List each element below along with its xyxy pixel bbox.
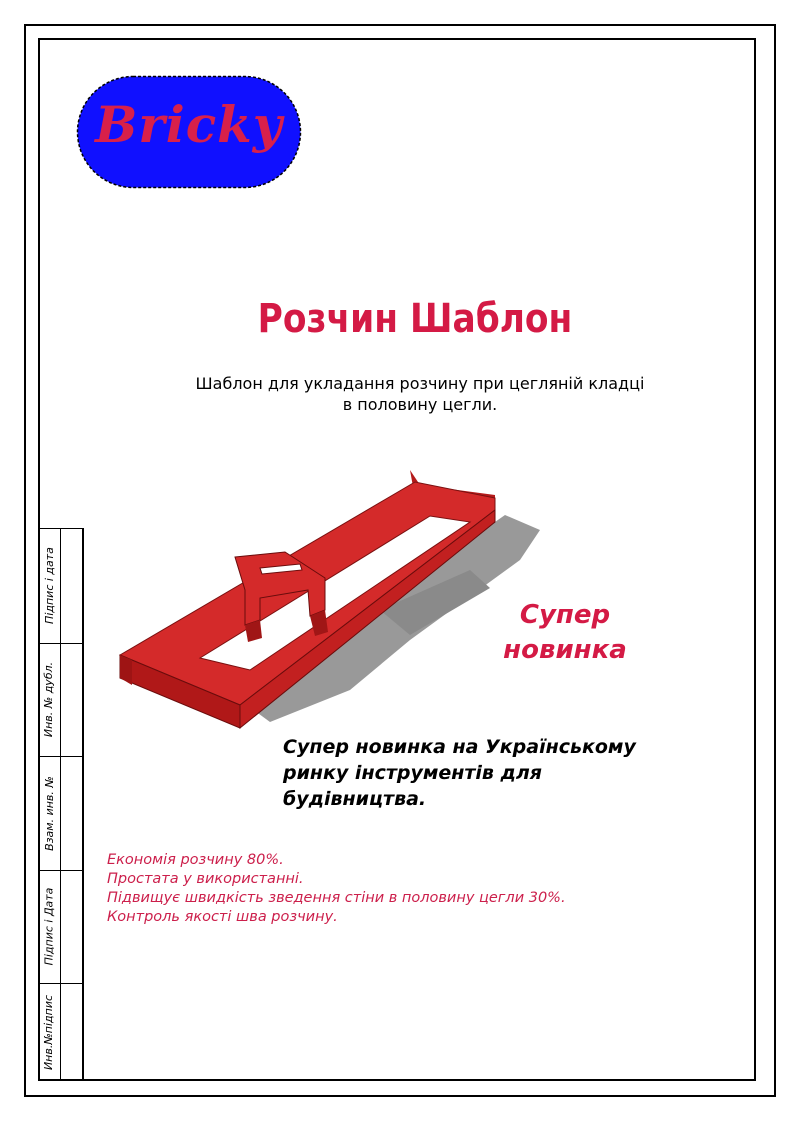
subtitle-line-2: в половину цегли. xyxy=(342,395,498,414)
title-block-stamp xyxy=(38,528,84,1081)
headline-line-2: ринку інструментів для xyxy=(283,762,543,784)
stamp-cell-inv-signature xyxy=(38,983,60,1081)
feature-item: Економія розчину 80%. xyxy=(107,852,284,868)
end-cap xyxy=(120,655,132,685)
feature-item: Підвищує швидкість зведення стіни в половину цегли 30%. xyxy=(107,890,566,906)
headline-line-1: Супер новинка на Українському xyxy=(283,736,636,758)
bricky-logo xyxy=(76,75,302,189)
subtitle-line-1: Шаблон для укладання розчину при цегляній кладці xyxy=(195,374,645,393)
page-title: Розчин Шаблон xyxy=(257,296,573,342)
stamp-label: Инв.№підпис xyxy=(42,994,56,1070)
badge-line-2: новинка xyxy=(503,635,627,665)
feature-list xyxy=(107,851,707,927)
subtitle xyxy=(140,373,700,415)
stamp-label: Підпис і Дата xyxy=(42,887,56,966)
feature-item: Контроль якості шва розчину. xyxy=(107,909,338,925)
feature-item: Простата у використанні. xyxy=(107,871,304,887)
badge-line-1: Супер xyxy=(519,600,611,630)
stamp-cell-replace-inv xyxy=(38,756,60,870)
stamp-value-column xyxy=(60,528,84,1081)
stamp-cell-signature-date-2 xyxy=(38,870,60,983)
stamp-cell-dup-inv xyxy=(38,643,60,756)
stamp-label: Взам. инв. № xyxy=(42,775,56,851)
stamp-cell-signature-date xyxy=(38,528,60,643)
headline xyxy=(283,734,703,812)
logo-text: Bricky xyxy=(95,95,283,154)
stamp-label: Підпис і дата xyxy=(42,547,56,624)
new-product-badge xyxy=(470,598,660,668)
headline-line-3: будівництва. xyxy=(283,788,427,810)
stamp-label: Инв. № дубл. xyxy=(42,661,56,738)
